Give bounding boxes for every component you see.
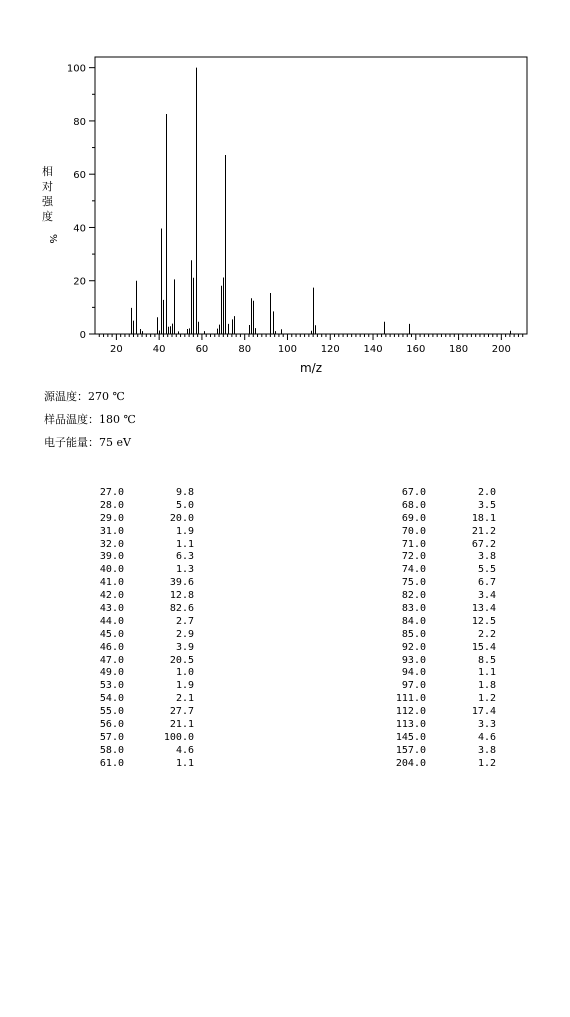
mz-value: 45.0: [99, 628, 124, 640]
svg-text:%: %: [47, 234, 58, 244]
intensity-value: 6.3: [175, 551, 194, 563]
intensity-value: 4.6: [477, 731, 496, 743]
mz-value: 61.0: [99, 757, 124, 769]
intensity-value: 1.1: [175, 538, 194, 550]
table-row: [70, 500, 200, 513]
x-tick-label: 120: [320, 344, 340, 355]
svg-text:强: 强: [42, 195, 53, 208]
intensity-value: 21.2: [471, 525, 496, 537]
intensity-value: 2.1: [175, 693, 194, 705]
table-row: [70, 719, 200, 732]
mz-value: 67.0: [401, 487, 426, 498]
intensity-value: 1.8: [477, 680, 496, 692]
x-tick-label: 140: [363, 344, 383, 355]
intensity-value: 4.6: [175, 744, 194, 756]
source-temperature: 源温度：270 ℃: [44, 390, 125, 403]
mz-value: 85.0: [401, 628, 426, 640]
intensity-value: 1.2: [477, 693, 496, 705]
x-tick-label: 80: [238, 344, 252, 355]
mz-value: 75.0: [401, 577, 426, 589]
table-row: [372, 719, 502, 732]
mz-value: 39.0: [99, 551, 124, 563]
mz-value: 49.0: [99, 667, 124, 679]
intensity-value: 1.1: [175, 757, 194, 769]
mz-value: 145.0: [395, 731, 426, 743]
intensity-value: 3.9: [175, 641, 194, 653]
intensity-value: 12.5: [471, 615, 496, 627]
x-tick-label: 100: [277, 344, 298, 355]
x-tick-label: 40: [152, 344, 166, 355]
table-row: [70, 487, 200, 500]
table-row: [70, 706, 200, 719]
table-row: [70, 590, 200, 603]
intensity-value: 3.8: [477, 744, 496, 756]
mz-value: 82.0: [401, 590, 426, 602]
mz-value: 31.0: [99, 525, 124, 537]
mz-value: 93.0: [401, 654, 426, 666]
intensity-value: 100.0: [163, 731, 194, 743]
table-row: [372, 667, 502, 680]
intensity-value: 3.5: [477, 499, 496, 511]
mz-value: 84.0: [401, 615, 426, 627]
x-tick-label: 160: [406, 344, 426, 355]
table-row: [70, 551, 200, 564]
table-row: [70, 642, 200, 655]
table-row: [372, 758, 502, 771]
intensity-value: 2.9: [175, 628, 194, 640]
mz-value: 111.0: [395, 693, 426, 705]
svg-text:度: 度: [42, 210, 53, 223]
table-row: [372, 732, 502, 745]
mz-value: 54.0: [99, 693, 124, 705]
intensity-value: 2.2: [477, 628, 496, 640]
table-row: [372, 680, 502, 693]
svg-text:相: 相: [42, 165, 53, 178]
intensity-value: 5.5: [477, 564, 496, 576]
table-row: [372, 539, 502, 552]
intensity-value: 12.8: [169, 590, 194, 602]
mz-value: 204.0: [395, 757, 426, 769]
table-row: [372, 655, 502, 668]
mz-value: 43.0: [99, 603, 124, 615]
mz-value: 74.0: [401, 564, 426, 576]
table-row: [70, 693, 200, 706]
table-row: [70, 564, 200, 577]
mz-value: 72.0: [401, 551, 426, 563]
intensity-value: 18.1: [471, 512, 496, 524]
y-axis-ticks: [67, 64, 95, 341]
table-row: [372, 745, 502, 758]
intensity-value: 1.3: [175, 564, 194, 576]
intensity-value: 2.7: [175, 615, 194, 627]
table-row: [372, 551, 502, 564]
mz-value: 41.0: [99, 577, 124, 589]
intensity-value: 6.7: [477, 577, 496, 589]
intensity-value: 1.2: [477, 757, 496, 769]
mz-value: 28.0: [99, 499, 124, 511]
peak-table-right: [372, 487, 502, 771]
mz-value: 97.0: [401, 680, 426, 692]
x-tick-label: 180: [449, 344, 469, 355]
mz-value: 53.0: [99, 680, 124, 692]
mz-value: 157.0: [395, 744, 426, 756]
mz-value: 32.0: [99, 538, 124, 550]
x-tick-label: 60: [195, 344, 209, 355]
table-row: [70, 513, 200, 526]
mz-value: 71.0: [401, 538, 426, 550]
mz-value: 69.0: [401, 512, 426, 524]
intensity-value: 2.0: [477, 487, 496, 498]
mz-value: 94.0: [401, 667, 426, 679]
mz-value: 29.0: [99, 512, 124, 524]
y-axis-label: [42, 164, 58, 244]
table-row: [372, 487, 502, 500]
mz-value: 92.0: [401, 641, 426, 653]
table-row: [70, 667, 200, 680]
intensity-value: 67.2: [471, 538, 496, 550]
mz-value: 46.0: [99, 641, 124, 653]
mz-value: 40.0: [99, 564, 124, 576]
mz-value: 42.0: [99, 590, 124, 602]
table-row: [372, 642, 502, 655]
mz-value: 70.0: [401, 525, 426, 537]
intensity-value: 1.0: [175, 667, 194, 679]
table-row: [372, 693, 502, 706]
mz-value: 68.0: [401, 499, 426, 511]
table-row: [70, 758, 200, 771]
mz-value: 83.0: [401, 603, 426, 615]
table-row: [70, 732, 200, 745]
intensity-value: 15.4: [471, 641, 496, 653]
intensity-value: 17.4: [471, 706, 496, 718]
table-row: [70, 745, 200, 758]
x-tick-label: 200: [491, 344, 511, 355]
x-axis-label: m/z: [299, 361, 323, 375]
intensity-value: 27.7: [169, 706, 194, 718]
y-tick-label: 60: [73, 170, 86, 182]
peak-table-left: [70, 487, 200, 771]
table-row: [70, 629, 200, 642]
intensity-value: 20.5: [169, 654, 194, 666]
intensity-value: 3.4: [477, 590, 496, 602]
mz-value: 58.0: [99, 744, 124, 756]
table-row: [372, 590, 502, 603]
table-row: [372, 513, 502, 526]
intensity-value: 1.9: [175, 680, 194, 692]
intensity-value: 21.1: [169, 719, 194, 731]
x-tick-label: 20: [110, 344, 123, 355]
intensity-value: 20.0: [169, 512, 194, 524]
table-row: [70, 616, 200, 629]
y-tick-label: 20: [73, 276, 86, 288]
x-axis-ticks: [99, 334, 522, 355]
table-row: [70, 577, 200, 590]
intensity-value: 82.6: [169, 603, 194, 615]
intensity-value: 1.9: [175, 525, 194, 537]
table-row: [70, 655, 200, 668]
table-row: [372, 526, 502, 539]
intensity-value: 39.6: [169, 577, 194, 589]
table-row: [372, 706, 502, 719]
intensity-value: 13.4: [471, 603, 496, 615]
intensity-value: 5.0: [175, 499, 194, 511]
sample-temperature: 样品温度：180 ℃: [44, 413, 136, 426]
electron-energy: 电子能量：75 eV: [44, 436, 131, 449]
mz-value: 113.0: [395, 719, 426, 731]
y-tick-label: 100: [66, 63, 86, 75]
table-row: [372, 616, 502, 629]
mz-value: 57.0: [99, 731, 124, 743]
y-tick-label: 40: [73, 223, 86, 235]
table-row: [70, 539, 200, 552]
table-row: [372, 564, 502, 577]
table-row: [372, 500, 502, 513]
intensity-value: 9.8: [175, 487, 194, 498]
mz-value: 47.0: [99, 654, 124, 666]
y-tick-label: 80: [73, 116, 86, 128]
table-row: [70, 680, 200, 693]
table-row: [372, 577, 502, 590]
mz-value: 44.0: [99, 615, 124, 627]
intensity-value: 3.3: [477, 719, 496, 731]
intensity-value: 1.1: [477, 667, 496, 679]
mz-value: 56.0: [99, 719, 124, 731]
plot-frame: [95, 57, 527, 334]
mz-value: 55.0: [99, 706, 124, 718]
y-tick-label: 0: [79, 330, 86, 341]
table-row: [70, 526, 200, 539]
svg-text:对: 对: [42, 180, 53, 193]
table-row: [372, 603, 502, 616]
mz-value: 27.0: [99, 487, 124, 498]
table-row: [70, 603, 200, 616]
mz-value: 112.0: [395, 706, 426, 718]
intensity-value: 3.8: [477, 551, 496, 563]
spectrum-bars: [132, 68, 511, 334]
intensity-value: 8.5: [477, 654, 496, 666]
mass-spectrum-chart: [0, 0, 570, 385]
table-row: [372, 629, 502, 642]
